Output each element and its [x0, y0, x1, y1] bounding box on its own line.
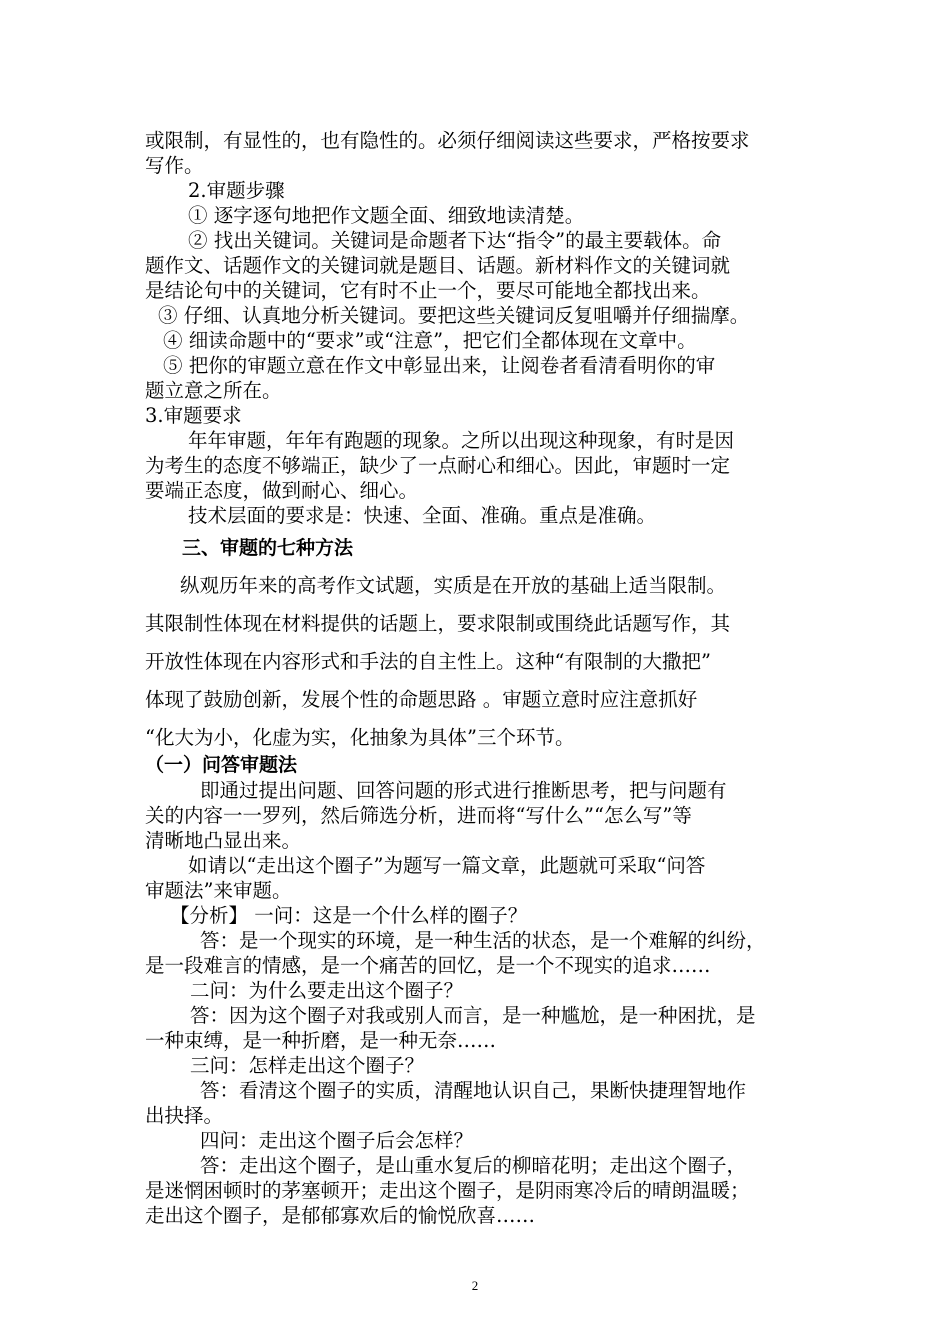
text-line: ⑤ 把你的审题立意在作文中彰显出来，让阅卷者看清看明你的审 [163, 354, 716, 377]
text-line: 审题法”来审题。 [145, 879, 292, 902]
text-line: 写作。 [145, 154, 204, 177]
text-line: 出抉择。 [145, 1104, 224, 1127]
text-line: ② 找出关键词。关键词是命题者下达“指令”的最主要载体。命 [188, 229, 722, 252]
text-line: ③ 仔细、认真地分析关键词。要把这些关键词反复咀嚼并仔细揣摩。 [158, 304, 750, 327]
text-line: 答：走出这个圈子，是山重水复后的柳暗花明；走出这个圈子， [200, 1154, 747, 1177]
text-line: 题作文、话题作文的关键词就是题目、话题。新材料作文的关键词就 [145, 254, 731, 277]
text-line: “化大为小，化虚为实，化抽象为具体”三个环节。 [145, 726, 575, 749]
text-line: ④ 细读命题中的“要求”或“注意”，把它们全都体现在文章中。 [163, 329, 697, 352]
text-line: 纵观历年来的高考作文试题，实质是在开放的基础上适当限制。 [180, 574, 727, 597]
text-line: ① 逐字逐句地把作文题全面、细致地读清楚。 [188, 204, 585, 227]
text-line: 四问：走出这个圈子后会怎样？ [200, 1129, 474, 1152]
text-line: 二问：为什么要走出这个圈子？ [190, 979, 464, 1002]
text-line: 为考生的态度不够端正，缺少了一点耐心和细心。因此，审题时一定 [145, 454, 731, 477]
text-line: 如请以“走出这个圈子”为题写一篇文章，此题就可采取“问答 [188, 854, 706, 877]
text-line: 要端正态度，做到耐心、细心。 [145, 479, 419, 502]
text-line: 即通过提出问题、回答问题的形式进行推断思考，把与问题有 [200, 779, 727, 802]
text-line: 三问：怎样走出这个圈子？ [190, 1054, 425, 1077]
text-line: 年年审题，年年有跑题的现象。之所以出现这种现象，有时是因 [188, 429, 735, 452]
text-line: 走出这个圈子，是郁郁寡欢后的愉悦欣喜…… [145, 1204, 536, 1227]
section-heading: 3.审题要求 [145, 404, 242, 427]
text-line: 答：是一个现实的环境，是一种生活的状态，是一个难解的纠纷， [200, 929, 766, 952]
text-line: 技术层面的要求是：快速、全面、准确。重点是准确。 [188, 504, 657, 527]
text-line: 体现了鼓励创新，发展个性的命题思路 。审题立意时应注意抓好 [145, 688, 698, 711]
text-line: 题立意之所在。 [145, 379, 282, 402]
text-line: 或限制，有显性的，也有隐性的。必须仔细阅读这些要求，严格按要求 [145, 129, 750, 152]
text-line: 是结论句中的关键词，它有时不止一个，要尽可能地全都找出来。 [145, 279, 711, 302]
text-line: 答：看清这个圈子的实质，清醒地认识自己，果断快捷理智地作 [200, 1079, 747, 1102]
page-number: 2 [471, 1278, 479, 1293]
section-heading: 2.审题步骤 [188, 179, 285, 202]
text-line: 是迷惘困顿时的茅塞顿开；走出这个圈子，是阴雨寒冷后的晴朗温暖； [145, 1179, 750, 1202]
text-line: 其限制性体现在材料提供的话题上，要求限制或围绕此话题写作，其 [145, 612, 731, 635]
text-line: 【分析】 一问：这是一个什么样的圈子？ [170, 904, 528, 927]
text-line: 一种束缚，是一种折磨，是一种无奈…… [145, 1029, 497, 1052]
text-line: 关的内容一一罗列，然后筛选分析，进而将“写什么”“怎么写”等 [145, 804, 692, 827]
subsection-heading: （一）问答审题法 [145, 754, 298, 776]
text-line: 是一段难言的情感，是一个痛苦的回忆，是一个不现实的追求…… [145, 954, 711, 977]
chapter-heading: 三、审题的七种方法 [182, 537, 354, 559]
text-line: 清晰地凸显出来。 [145, 829, 302, 852]
text-line: 开放性体现在内容形式和手法的自主性上。这种“有限制的大撒把” [145, 650, 711, 673]
text-line: 答：因为这个圈子对我或别人而言，是一种尴尬，是一种困扰，是 [190, 1004, 756, 1027]
